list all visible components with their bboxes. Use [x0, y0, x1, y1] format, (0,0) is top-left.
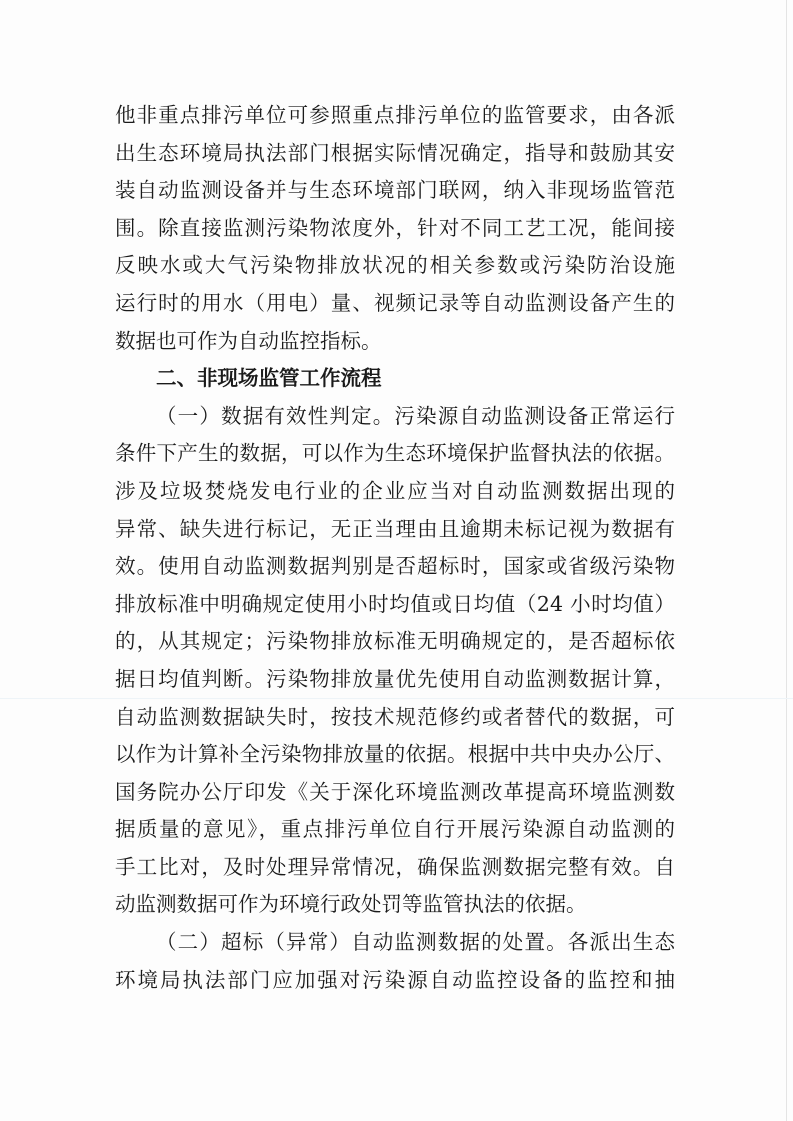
body-line: 据质量的意见》，重点排污单位自行开展污染源自动监测的	[115, 817, 675, 842]
page-edge-line	[786, 0, 787, 1121]
subsection-first-line: （一）数据有效性判定。污染源自动监测设备正常运行	[156, 403, 675, 428]
body-line: 环境局执法部门应加强对污染源自动监控设备的监控和抽	[115, 967, 675, 992]
body-line: 运行时的用水（用电）量、视频记录等自动监测设备产生的	[115, 290, 675, 315]
body-line: 出生态环境局执法部门根据实际情况确定，指导和鼓励其安	[115, 140, 675, 165]
body-line: 异常、缺失进行标记，无正当理由且逾期未标记视为数据有	[115, 516, 675, 541]
body-line: 据日均值判断。污染物排放量优先使用自动监测数据计算，	[115, 666, 675, 691]
body-line: 他非重点排污单位可参照重点排污单位的监管要求，由各派	[115, 103, 675, 127]
subsection-first-line: （二）超标（异常）自动监测数据的处置。各派出生态	[156, 930, 675, 955]
body-line: 以作为计算补全污染物排放量的依据。根据中共中央办公厅、	[115, 742, 675, 767]
body-line: 国务院办公厅印发《关于深化环境监测改革提高环境监测数	[115, 779, 675, 804]
body-line: 排放标准中明确规定使用小时均值或日均值（24 小时均值）	[115, 591, 675, 616]
body-line: 手工比对，及时处理异常情况，确保监测数据完整有效。自	[115, 854, 675, 879]
body-line: 动监测数据可作为环境行政处罚等监管执法的依据。	[115, 892, 587, 917]
body-line: 装自动监测设备并与生态环境部门联网，纳入非现场监管范	[115, 178, 675, 203]
body-line: 自动监测数据缺失时，按技术规范修约或者替代的数据，可	[115, 704, 675, 729]
section-heading: 二、非现场监管工作流程	[156, 366, 382, 391]
body-line: 的，从其规定；污染物排放标准无明确规定的，是否超标依	[115, 629, 675, 654]
body-line: 围。除直接监测污染物浓度外，针对不同工艺工况，能间接	[115, 215, 675, 240]
document-body	[115, 97, 675, 999]
body-line: 数据也可作为自动监控指标。	[115, 328, 382, 353]
body-line: 反映水或大气污染物排放状况的相关参数或污染防治设施	[115, 253, 675, 278]
body-line: 效。使用自动监测数据判别是否超标时，国家或省级污染物	[115, 554, 675, 579]
body-line: 涉及垃圾焚烧发电行业的企业应当对自动监测数据出现的	[115, 478, 675, 503]
body-line: 条件下产生的数据，可以作为生态环境保护监督执法的依据。	[115, 441, 675, 466]
